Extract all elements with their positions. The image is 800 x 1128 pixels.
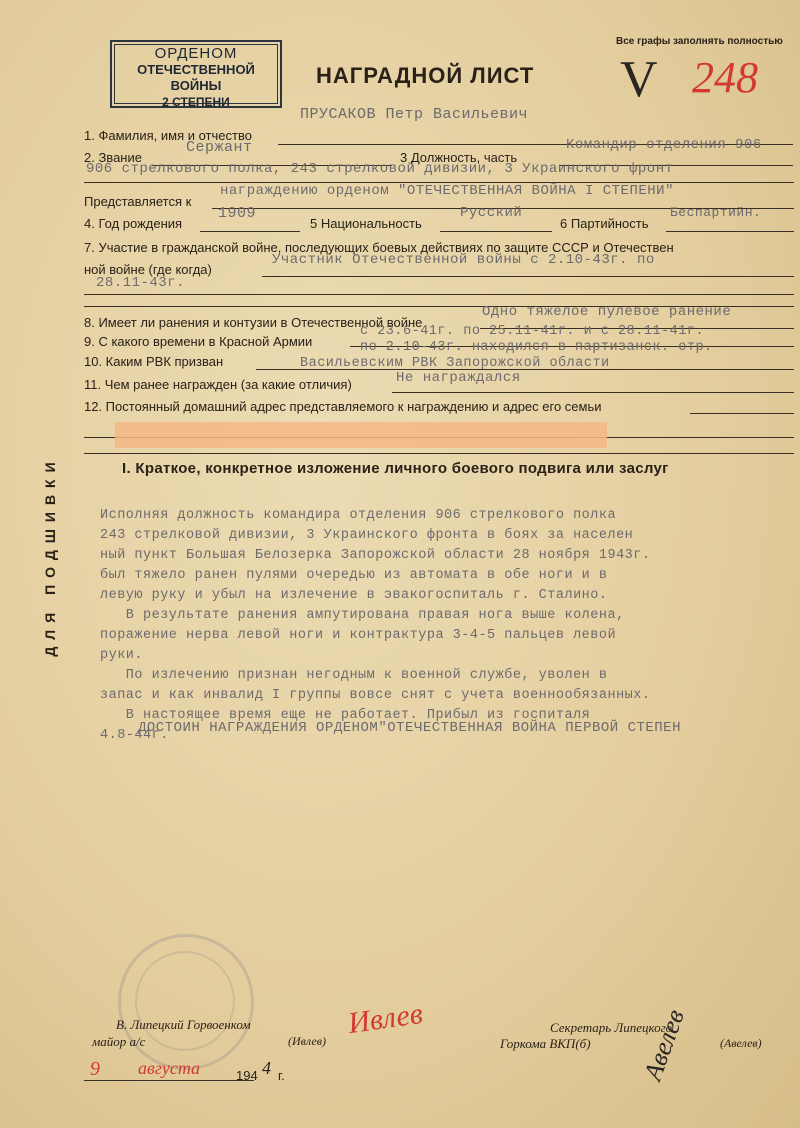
redacted-address — [115, 422, 607, 448]
field-1-label: 1. Фамилия, имя и отчество — [84, 128, 252, 143]
field-9-value-1: с 23.6-41г. по 25.11-41г. и с 28.11-41г. — [360, 324, 705, 339]
field-11-label: 11. Чем ранее награжден (за какие отличия) — [84, 377, 352, 392]
field-4-label: 4. Год рождения — [84, 216, 183, 231]
doc-number: 248 — [692, 53, 758, 102]
field-5-line — [440, 231, 552, 232]
right-signer-title-1: Секретарь Липецкого — [550, 1020, 673, 1035]
narrative-line: В настоящее время еще не работает. Прибыл из госпиталя — [100, 708, 591, 723]
rank-value: Сержант — [186, 139, 253, 156]
narrative-line: руки. — [100, 648, 144, 663]
side-label-text: ДЛЯ ПОДШИВКИ — [42, 455, 58, 657]
field-9-value-2: по 2.10-43г. находился в партизанск. отр. — [360, 340, 713, 355]
field-6-line — [666, 231, 794, 232]
party-value: Беспартийн. — [670, 205, 762, 220]
narrative-line: По излечению признан негодным к военной службе, уволен в — [100, 668, 608, 683]
presented-value: награждению орденом "ОТЕЧЕСТВЕННАЯ ВОЙНА I СТЕПЕНИ" — [220, 183, 674, 199]
field-7-value-1: Участник Отечественной войны с 2.10-43г. по — [272, 252, 655, 268]
birth-year-value: 1909 — [218, 205, 257, 222]
date-month: августа — [138, 1058, 201, 1078]
date-year-digit: 4 — [262, 1058, 271, 1078]
nationality-value: Русский — [460, 205, 523, 221]
field-10-line — [256, 369, 794, 370]
left-signer-title-1: В. Липецкий Горвоенком — [116, 1017, 251, 1032]
date-suffix: г. — [278, 1068, 285, 1083]
narrative-line: Исполняя должность командира отделения 906 стрелкового полка — [100, 508, 617, 523]
right-signer-title-2: Горкома ВКП(б) — [500, 1036, 591, 1051]
narrative-line: запас и как инвалид I группы вовсе снят с учета военнообязанных. — [100, 688, 651, 703]
position-value-2: 906 стрелкового полка, 243 стрелковой дивизии, 3 Украинского фронт — [86, 161, 674, 177]
order-stamp — [110, 40, 282, 108]
field-8-label: 8. Имеет ли ранения и контузии в Отечественной войне — [84, 315, 423, 330]
top-note: Все графы заполнять полностью — [616, 36, 783, 47]
field-10-value: Васильевским РВК Запорожской области — [300, 356, 610, 371]
field-2-label: 2. Звание — [84, 150, 142, 165]
right-signature: Авелев — [637, 1005, 691, 1085]
field-7-value-2: 28.11-43г. — [96, 275, 186, 291]
left-signature: Ивлев — [345, 996, 425, 1041]
check-mark: V — [620, 51, 658, 108]
position-value-1: Командир отделения 906 — [566, 137, 762, 153]
field-8-value: Одно тяжелое пулевое ранение — [482, 304, 732, 320]
field-7-line-2 — [84, 294, 794, 295]
stamp-line-2: ОТЕЧЕСТВЕННОЙ ВОЙНЫ — [137, 62, 255, 93]
narrative-block — [100, 506, 650, 746]
field-7-line-1 — [262, 276, 794, 277]
stamp-line-3: 2 СТЕПЕНИ — [162, 95, 230, 109]
date-year-prefix: 194 — [236, 1068, 258, 1083]
section-heading: I. Краткое, конкретное изложение личного боевого подвига или заслуг — [122, 460, 669, 477]
left-signer-name: (Ивлев) — [288, 1034, 326, 1048]
page-title: НАГРАДНОЙ ЛИСТ — [316, 63, 535, 88]
field-3-label: 3 Должность, часть — [400, 150, 518, 165]
field-10-label: 10. Каким РВК призван — [84, 354, 224, 369]
field-9-label: 9. С какого времени в Красной Армии — [84, 334, 313, 349]
left-signer-title-2: майор а/с — [92, 1034, 146, 1049]
field-11-value: Не награждался — [396, 370, 521, 386]
right-signer-name: (Авелев) — [720, 1036, 762, 1050]
name-value: ПРУСАКОВ Петр Васильевич — [300, 106, 529, 123]
narrative-line: ный пункт Большая Белозерка Запорожской области 28 ноября 1943г. — [100, 548, 651, 563]
stamp-line-1: ОРДЕНОМ — [154, 45, 238, 62]
narrative-line: был тяжело ранен пулями очередью из автомата в обе ноги и в — [100, 568, 608, 583]
field-5-label: 5 Национальность — [310, 216, 422, 231]
narrative-line: левую руку и убыл на излечение в эвакогоспиталь г. Сталино. — [100, 588, 608, 603]
narrative-line: 243 стрелковой дивизии, 3 Украинского фронта в боях за населен — [100, 528, 634, 543]
conclusion: ДОСТОИН НАГРАЖДЕНИЯ ОРДЕНОМ"ОТЕЧЕСТВЕННАЯ ВОЙНА ПЕРВОЙ СТЕПЕН — [138, 720, 681, 736]
field-4-line — [200, 231, 300, 232]
narrative-line: 4.8-44г. — [100, 728, 169, 743]
field-11-line — [392, 392, 794, 393]
field-6-label: 6 Партийность — [560, 216, 649, 231]
date-line — [84, 1080, 254, 1081]
date-day: 9 — [90, 1058, 100, 1080]
field-12-line-3 — [84, 453, 794, 454]
field-7-label-2: ной войне (где когда) — [84, 262, 212, 277]
presented-label: Представляется к — [84, 194, 192, 209]
side-binding-label — [30, 428, 60, 708]
field-12-line-1 — [690, 413, 794, 414]
narrative-line: поражение нерва левой ноги и контрактура 3-4-5 пальцев левой — [100, 628, 617, 643]
field-12-label: 12. Постоянный домашний адрес представляемого к награждению и адрес его семьи — [84, 399, 602, 414]
field-7-label-1: 7. Участие в гражданской войне, последующих боевых действиях по защите СССР и Отечествен — [84, 240, 674, 255]
narrative-line: В результате ранения ампутирована правая нога выше колена, — [100, 608, 625, 623]
